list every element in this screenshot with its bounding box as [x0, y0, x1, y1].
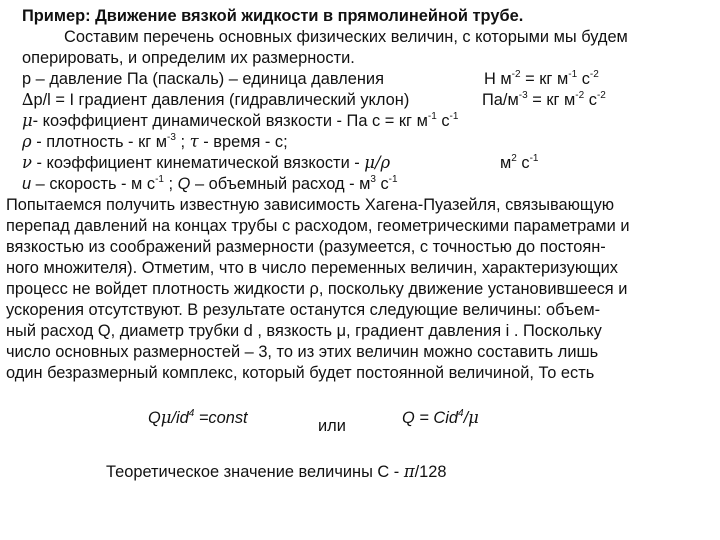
mu-symbol: μ	[22, 111, 33, 130]
dynamic-viscosity-definition: - коэффициент динамической вязкости - Па с = кг м	[32, 112, 428, 130]
pressure-units: Н $м^{-2}$ = кг $м^{-1}$ $с^{-2}$	[484, 69, 599, 88]
variable-pressure-gradient	[22, 90, 712, 110]
paragraph-line-9: один безразмерный комплекс, который будет постоянной величиной, То есть	[6, 364, 595, 382]
tau-symbol: τ	[189, 132, 199, 151]
nu-symbol: ν	[22, 153, 32, 172]
u-symbol: u	[22, 175, 32, 193]
kinematic-viscosity-definition: - коэффициент кинематической вязкости -	[31, 154, 365, 172]
paragraph-line-8: число основных размерностей – 3, то из этих величин можно составить лишь	[6, 343, 599, 361]
rho-symbol: ρ	[22, 132, 32, 151]
q-symbol: Q	[177, 175, 191, 193]
variable-kinematic-viscosity	[22, 153, 712, 173]
variable-density-time: ρ - плотность - кг $м^{-3}$ ; τ - время - с;	[22, 132, 288, 151]
velocity-definition: – скорость - м с	[31, 175, 156, 193]
formula-or: или	[318, 417, 346, 435]
theoretical-value: Теоретическое значение величины С - π/128	[106, 462, 447, 481]
variable-velocity-flow: u – скорость - м $с^{-1}$ ; Q – объемный расход - $м^3$ $с^{-1}$	[22, 174, 398, 193]
variable-dynamic-viscosity: μ- коэффициент динамической вязкости - Па с = кг $м^{-1}$ $с^{-1}$	[22, 111, 459, 130]
paragraph-line-4: ного множителя). Отметим, что в число переменных величин, характеризующих	[6, 259, 618, 277]
gradient-definition: p/l = I градиент давления (гидравлический уклон)	[33, 91, 410, 109]
paragraph-line-7: ный расход Q, диаметр трубки d , вязкость μ, градиент давления i . Поскольку	[6, 322, 602, 340]
flow-definition: – объемный расход - м	[190, 175, 371, 193]
paragraph-line-5: процесс не войдет плотность жидкости ρ, поскольку движение установившееся и	[6, 280, 628, 298]
paragraph-line-1: Попытаемся получить известную зависимость Хагена-Пуазейля, связывающую	[6, 196, 615, 214]
kinematic-viscosity-units: $м^2$ $с^{-1}$	[500, 153, 539, 172]
formula-dimensionless-complex: $Q\mu/id^4$ =const	[148, 408, 248, 427]
time-definition: - время - с;	[198, 133, 288, 151]
pressure-definition: р – давление Па (паскаль) – единица давления	[22, 70, 384, 88]
paragraph-line-2: перепад давлений на концах трубы с расходом, геометрическими параметрами и	[6, 217, 630, 235]
slide-title: Пример: Движение вязкой жидкости в прямолинейной трубе.	[22, 7, 524, 25]
paragraph-line-3: вязкостью из соображений размерности (разумеется, с точностью до постоян-	[6, 238, 606, 256]
intro-line-2: оперировать, и определим их размерности.	[22, 49, 355, 67]
formula-flow-rate: Q = Cid$^4$/μ	[402, 408, 479, 427]
gradient-units: $Па/м^{-3}$ = кг $м^{-2}$ $с^{-2}$	[482, 90, 606, 109]
paragraph-line-6: ускорения отсутствуют. В результате останутся следующие величины: объем-	[6, 301, 601, 319]
pi-symbol: π	[403, 462, 415, 481]
variable-pressure	[22, 69, 712, 89]
delta-symbol: ∆	[22, 90, 34, 109]
mu-symbol: μ	[468, 408, 479, 427]
mu-symbol: μ	[160, 408, 172, 427]
mu-over-rho: μ/ρ	[364, 153, 391, 172]
density-definition: - плотность - кг м	[31, 133, 168, 151]
intro-line-1: Составим перечень основных физических величин, с которыми мы будем	[64, 28, 628, 46]
